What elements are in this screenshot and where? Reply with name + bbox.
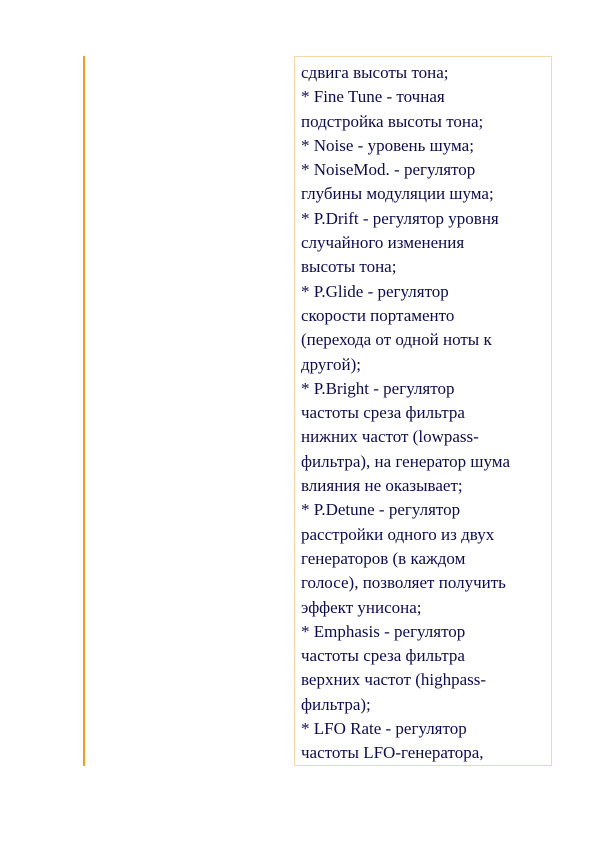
text-line: расстройки одного из двух: [301, 524, 495, 544]
text-line: * P.Bright - регулятор: [301, 378, 455, 398]
text-line: фильтра);: [301, 694, 371, 714]
text-line: глубины модуляции шума;: [301, 184, 494, 204]
text-line: * Noise - уровень шума;: [301, 135, 474, 155]
left-margin-rule: [83, 56, 85, 766]
text-line: * Emphasis - регулятор: [301, 621, 466, 641]
text-line: голосе), позволяет получить: [301, 573, 506, 593]
text-line: * NoiseMod. - регулятор: [301, 160, 476, 180]
text-line: частоты среза фильтра: [301, 403, 465, 423]
text-line: * P.Glide - регулятор: [301, 281, 449, 301]
text-line: частоты LFO-генератора,: [301, 743, 484, 763]
text-line: * P.Drift - регулятор уровня: [301, 208, 499, 228]
text-column-frame: [294, 56, 552, 766]
text-line: * Fine Tune - точная: [301, 87, 445, 107]
text-line: генераторов (в каждом: [301, 548, 466, 568]
text-line: эффект унисона;: [301, 597, 422, 617]
text-line: подстройка высоты тона;: [301, 111, 484, 131]
text-line: сдвига высоты тона;: [301, 63, 449, 82]
text-line: случайного изменения: [301, 233, 465, 253]
text-line: * P.Detune - регулятор: [301, 500, 461, 520]
text-line: нижних частот (lowpass-: [301, 427, 479, 447]
text-line: высоты тона;: [301, 257, 397, 277]
text-line: фильтра), на генератор шума: [301, 451, 510, 471]
text-line: другой);: [301, 354, 361, 374]
text-line: верхних частот (highpass-: [301, 670, 487, 690]
text-line: скорости портаменто: [301, 305, 455, 325]
text-line: частоты среза фильтра: [301, 646, 465, 666]
text-line: (перехода от одной ноты к: [301, 330, 492, 350]
text-line: влияния не оказывает;: [301, 476, 463, 496]
text-line: * LFO Rate - регулятор: [301, 719, 467, 739]
